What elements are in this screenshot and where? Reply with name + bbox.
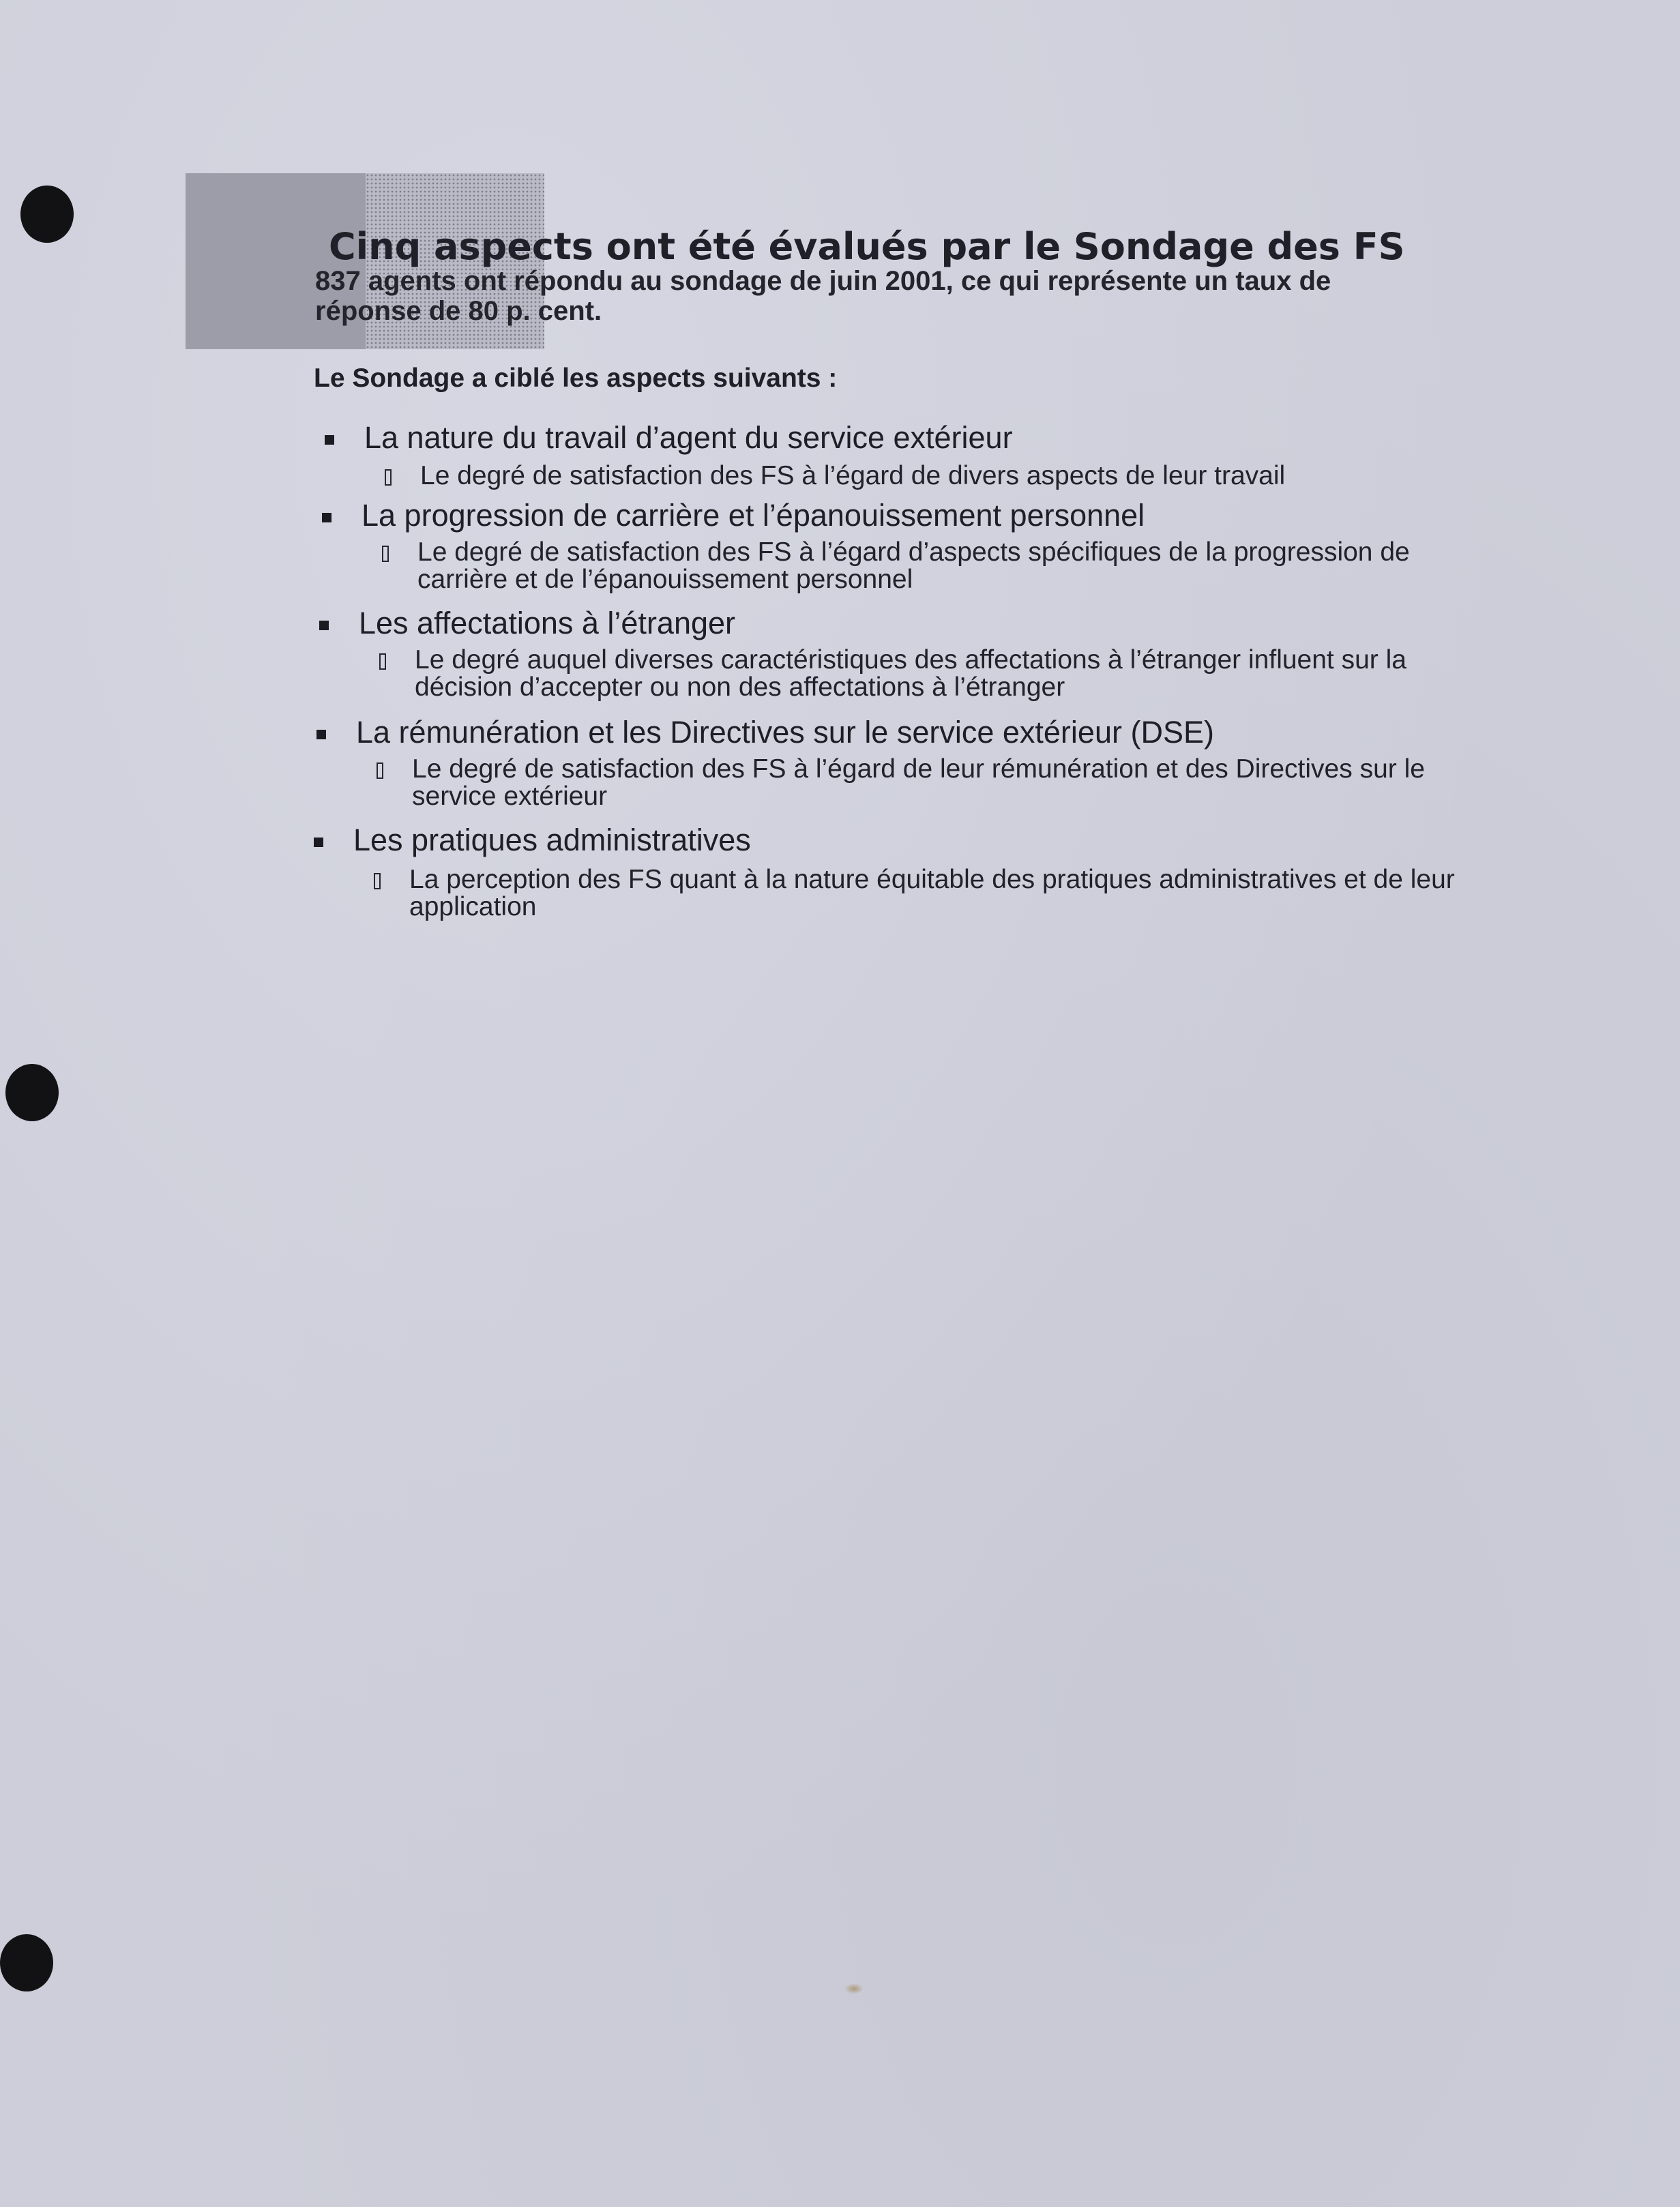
page-subtitle: 837 agents ont répondu au sondage de juin 2001, ce qui représente un taux de réponse de 80 p. cent. (315, 266, 1331, 326)
square-bullet-icon (314, 838, 323, 847)
square-bullet-icon (316, 730, 326, 739)
aspect-label: Les pratiques administratives (353, 823, 751, 857)
box-bullet-icon (382, 546, 389, 562)
box-bullet-icon (385, 469, 392, 486)
box-bullet-icon (374, 873, 381, 889)
punch-hole-icon (20, 186, 74, 243)
intro-text: Le Sondage a ciblé les aspects suivants : (314, 364, 838, 393)
square-bullet-icon (325, 435, 334, 445)
punch-hole-icon (0, 1934, 53, 1991)
square-bullet-icon (322, 513, 331, 522)
aspect-detail: Le degré de satisfaction des FS à l’égard d’aspects spécifiques de la progression de carrière et de l’épanouissement personnel (417, 537, 1410, 594)
box-bullet-icon (379, 653, 386, 670)
aspect-label: La rémunération et les Directives sur le service extérieur (DSE) (356, 715, 1214, 750)
aspect-detail: Le degré de satisfaction des FS à l’égard de leur rémunération et des Directives sur le service extérieur (412, 754, 1425, 811)
page-title: Cinq aspects ont été évalués par le Sondage des FS (329, 225, 1405, 268)
aspect-detail: Le degré auquel diverses caractéristiques des affectations à l’étranger influent sur la décision d’accepter ou non des affectations à l’étranger (415, 645, 1406, 702)
box-bullet-icon (377, 762, 383, 779)
aspect-label: La nature du travail d’agent du service extérieur (364, 420, 1013, 455)
aspect-detail: Le degré de satisfaction des FS à l’égard de divers aspects de leur travail (420, 461, 1286, 490)
aspect-label: Les affectations à l’étranger (359, 606, 736, 640)
aspect-label: La progression de carrière et l’épanouissement personnel (362, 498, 1145, 533)
punch-hole-icon (5, 1064, 59, 1121)
aspect-detail: La perception des FS quant à la nature équitable des pratiques administratives et de leur application (409, 865, 1455, 921)
square-bullet-icon (319, 621, 329, 630)
paper-speck (844, 1983, 864, 1994)
